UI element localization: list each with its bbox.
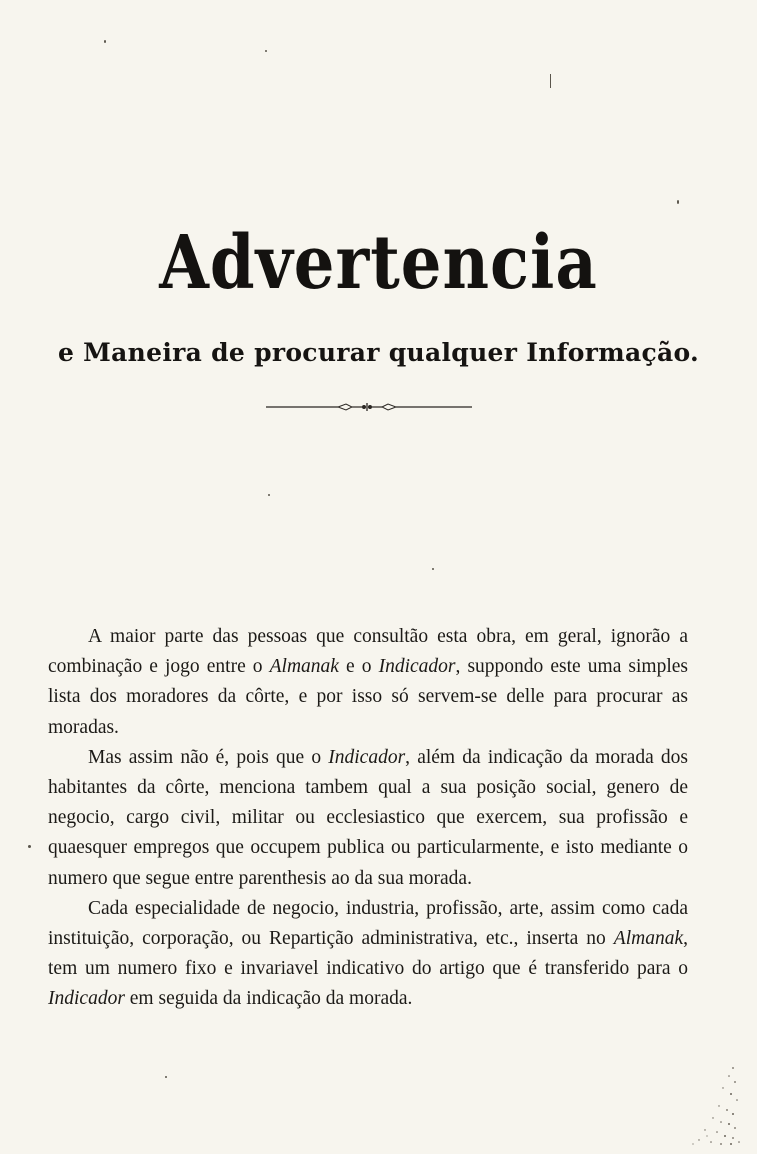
text-run: e o — [338, 656, 379, 678]
paragraph — [48, 622, 688, 743]
paper-speck — [28, 845, 31, 848]
paper-speck — [268, 494, 270, 496]
text-run: , além da indicação da morada dos habitantes da côrte, menciona tambem qual a sua posição social, genero de negocio, cargo civil, militar ou ecclesiastico que exercem, sua profissão e quaesquer empregos que occupem publica ou particularmente, e isto mediante o numero que segue entre parenthesis ao da sua morada. — [48, 746, 688, 889]
paper-speck — [550, 74, 551, 88]
text-run: A maior parte das pessoas que consultão esta obra, em geral, ignorão a combinação e jogo entre o — [48, 626, 688, 678]
italic-term: Almanak — [613, 928, 684, 950]
paper-speck — [432, 568, 434, 570]
italic-term: Indicador — [48, 988, 125, 1010]
italic-term: Indicador — [328, 746, 406, 768]
ornamental-divider — [266, 400, 472, 414]
paper-speck — [677, 200, 679, 204]
text-run: em seguida da indicação da morada. — [124, 988, 413, 1010]
italic-term: Almanak — [269, 656, 339, 678]
paper-speck — [165, 1076, 167, 1078]
paper-speck — [104, 40, 106, 43]
paragraph — [48, 894, 688, 1015]
paragraph — [48, 743, 688, 894]
italic-term: Indicador — [378, 656, 456, 678]
page-subtitle: e Maneira de procurar qualquer Informação. — [57, 338, 700, 367]
body-text — [48, 622, 688, 1015]
text-run: , suppondo este uma simples lista dos moradores da côrte, e por isso só servem-se delle para procurar as moradas. — [48, 656, 689, 738]
scan-noise — [683, 1058, 743, 1148]
text-run: Mas assim não é, pois que o — [88, 746, 329, 768]
page-title: Advertencia — [159, 220, 598, 307]
text-run: , tem um numero fixo e invariavel indicativo do artigo que é transferido para o — [48, 928, 688, 980]
paper-speck — [265, 50, 267, 52]
text-run: Cada especialidade de negocio, industria, profissão, arte, assim como cada instituição, corporação, ou Repartição administrativa, etc., inserta no — [48, 897, 688, 950]
